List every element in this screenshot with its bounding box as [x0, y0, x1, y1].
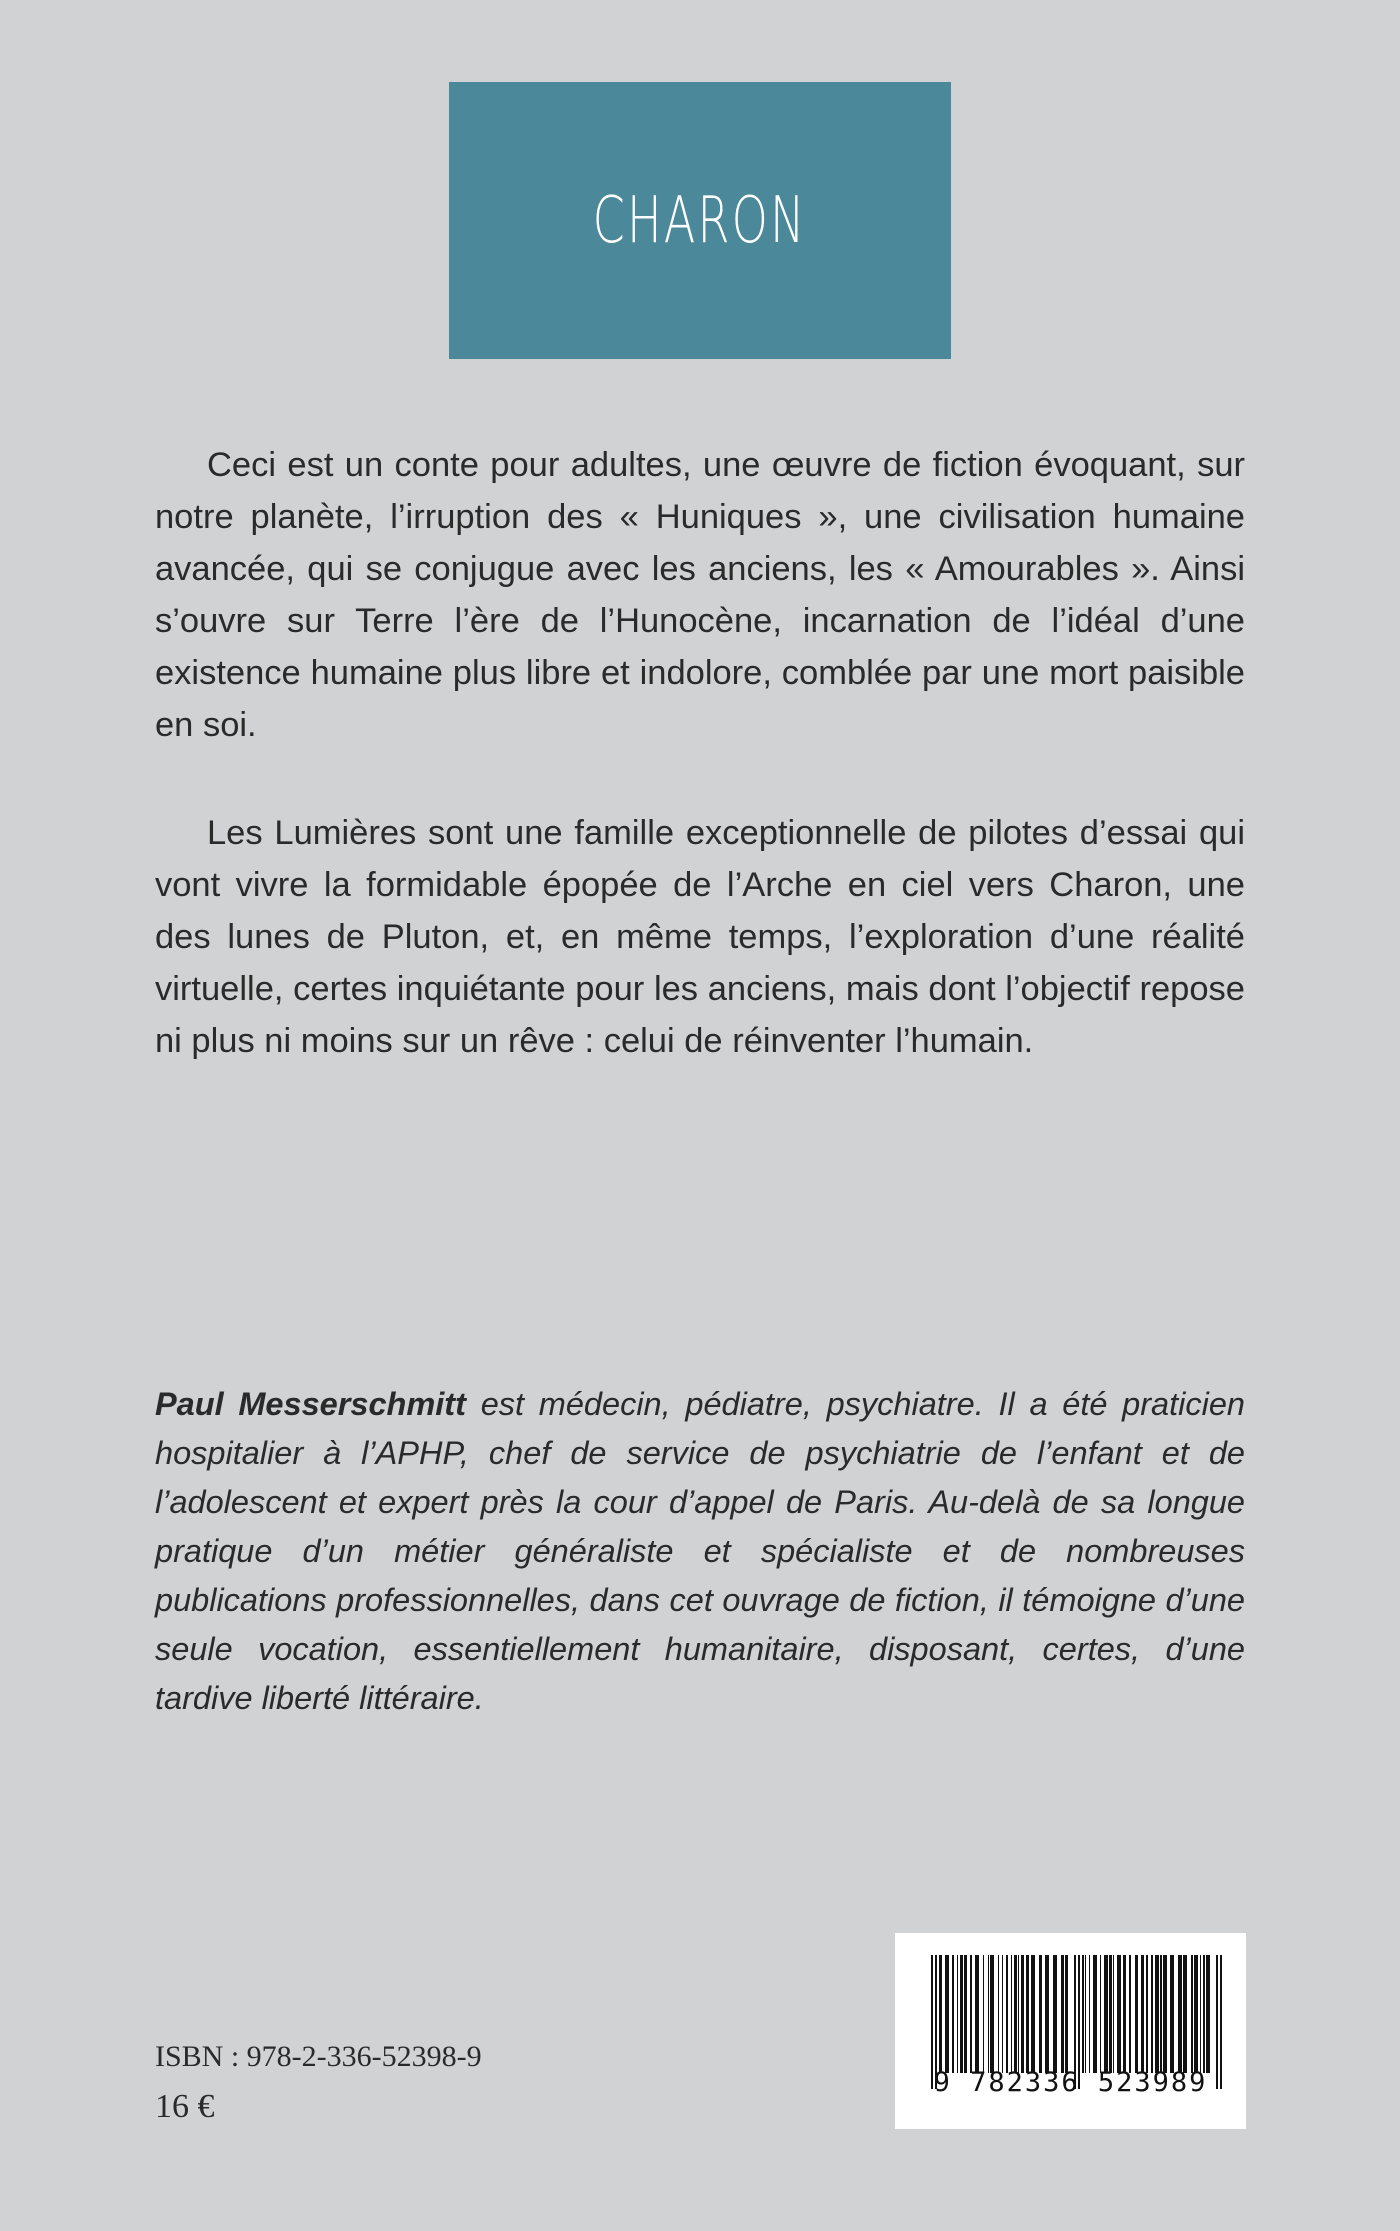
barcode-bar — [1203, 1955, 1205, 2073]
barcode-bar — [1194, 1955, 1198, 2073]
barcode-bar — [1031, 1955, 1035, 2073]
barcode-bar — [1100, 1955, 1101, 2073]
barcode-bar — [970, 1955, 972, 2073]
title-box — [449, 82, 951, 359]
barcode-bar — [998, 1955, 999, 2073]
price: 16 € — [155, 2088, 215, 2125]
barcode-bar — [1163, 1955, 1167, 2073]
barcode-bar — [939, 1955, 942, 2073]
barcode-bar — [1178, 1955, 1182, 2073]
barcode-bar — [1146, 1955, 1148, 2073]
book-title: CHARON — [592, 183, 808, 258]
barcode-bar — [983, 1955, 984, 2073]
barcode-bar — [1117, 1955, 1121, 2073]
author-name: Paul Messerschmitt — [155, 1386, 466, 1422]
barcode — [895, 1933, 1246, 2129]
barcode-bar — [1191, 1955, 1193, 2073]
barcode-bar — [975, 1955, 979, 2073]
barcode-bar — [1089, 1955, 1090, 2073]
barcode-bar — [1135, 1955, 1138, 2073]
barcode-bar — [1061, 1955, 1064, 2073]
author-bio — [155, 1380, 1245, 1723]
barcode-bar — [1018, 1955, 1019, 2073]
barcode-bar — [1141, 1955, 1144, 2073]
barcode-bar — [1206, 1955, 1210, 2073]
barcode-digits: 9 782336 523989 — [933, 2067, 1208, 2098]
barcode-bar — [1123, 1955, 1126, 2073]
barcode-bar — [1002, 1955, 1003, 2073]
barcode-bar — [945, 1955, 949, 2073]
barcode-bar — [960, 1955, 963, 2073]
barcode-bar — [1014, 1955, 1017, 2073]
barcode-bar — [1129, 1955, 1131, 2073]
barcode-bar — [1011, 1955, 1012, 2073]
barcode-bar — [990, 1955, 994, 2073]
barcode-bar — [988, 1955, 989, 2073]
barcode-bar — [1151, 1955, 1153, 2073]
barcode-bar — [1160, 1955, 1162, 2073]
author-bio-text: est médecin, pédiatre, psychiatre. Il a été praticien hospitalier à l’APHP, chef de service de psychiatrie de l’enfant et de l’adolescent et expert près la cour d’appel de Paris. Au-delà de sa longue pratique d’un métier généraliste et spécialiste et de nombreuses publications professionnelles, dans cet ouvrage de fiction, il témoigne d’une seule vocation, essentiellement humanitaire, disposant, certes, d’une tardive liberté littéraire. — [155, 1386, 1245, 1716]
barcode-bar — [1093, 1955, 1097, 2073]
barcode-bar — [957, 1955, 958, 2073]
barcode-bar — [1021, 1955, 1024, 2073]
barcode-bar — [1155, 1955, 1159, 2073]
barcode-bar — [1065, 1955, 1068, 2073]
barcode-bar — [1039, 1955, 1042, 2073]
barcode-bar — [1200, 1955, 1201, 2073]
barcode-bar — [964, 1955, 967, 2073]
barcode-bar — [1082, 1955, 1084, 2073]
blurb-paragraph-2: Les Lumières sont une famille exceptionnelle de pilotes d’essai qui vont vivre la formidable épopée de l’Arche en ciel vers Charon, une des lunes de Pluton, et, en même temps, l’exploration d’une réalité virtuelle, certes inquiétante pour les anciens, mais dont l’objectif repose ni plus ni moins sur un rêve : celui de réinventer l’humain. — [155, 814, 1245, 1060]
isbn: ISBN : 978-2-336-52398-9 — [155, 2040, 482, 2073]
barcode-bar — [1006, 1955, 1008, 2073]
barcode-bar — [1053, 1955, 1057, 2073]
barcode-bar — [1183, 1955, 1187, 2073]
blurb-paragraph-1: Ceci est un conte pour adultes, une œuvre de fiction évoquant, sur notre planète, l’irruption des « Huniques », une civilisation humaine avancée, qui se conjugue avec les anciens, les « Amourables ». Ainsi s’ouvre sur Terre l’ère de l’Hunocène, incarnation de l’idéal d’une existence humaine plus libre et indolore, comblée par une mort paisible en soi. — [155, 446, 1245, 744]
barcode-bar — [1104, 1955, 1108, 2073]
barcode-bar — [1045, 1955, 1049, 2073]
barcode-bar — [1026, 1955, 1029, 2073]
barcode-bar — [1109, 1955, 1112, 2073]
barcode-bar — [1113, 1955, 1114, 2073]
barcode-bar — [1085, 1955, 1086, 2073]
barcode-bar — [1170, 1955, 1174, 2073]
barcode-bar — [952, 1955, 954, 2073]
